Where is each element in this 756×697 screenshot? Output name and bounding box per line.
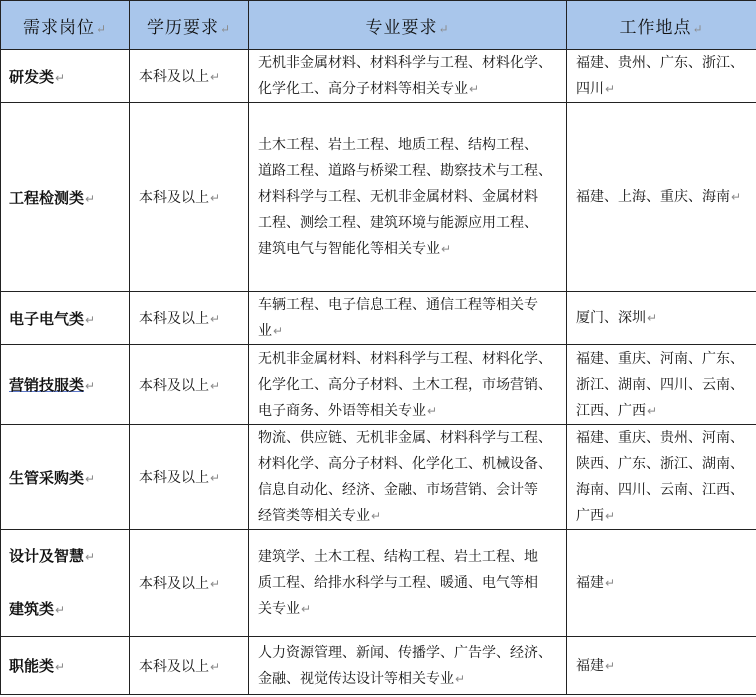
position-cell: 工程检测类↵ xyxy=(1,103,130,292)
location-cell: 福建、重庆、河南、广东、 浙江、湖南、四川、云南、 江西、广西↵ xyxy=(567,345,756,425)
table-row xyxy=(1,292,756,345)
education-cell: 本科及以上↵ xyxy=(130,292,249,345)
location-cell: 福建、贵州、广东、浙江、 四川↵ xyxy=(567,50,756,103)
table-row xyxy=(1,50,756,103)
position-cell: 职能类↵ xyxy=(1,637,130,695)
header-education: 学历要求↵ xyxy=(130,1,249,50)
position-cell: 生管采购类↵ xyxy=(1,425,130,530)
header-location: 工作地点↵ xyxy=(567,1,756,50)
major-cell: 建筑学、土木工程、结构工程、岩土工程、地 质工程、给排水科学与工程、暖通、电气等相 关专业↵ xyxy=(249,530,567,637)
education-cell: 本科及以上↵ xyxy=(130,425,249,530)
education-cell: 本科及以上↵ xyxy=(130,345,249,425)
table-row xyxy=(1,425,756,530)
position-cell: 电子电气类↵ xyxy=(1,292,130,345)
location-cell: 福建、重庆、贵州、河南、 陕西、广东、浙江、湖南、 海南、四川、云南、江西、 广西↵ xyxy=(567,425,756,530)
header-row xyxy=(1,1,756,50)
position-cell: 研发类↵ xyxy=(1,50,130,103)
location-cell: 福建↵ xyxy=(567,637,756,695)
education-cell: 本科及以上↵ xyxy=(130,50,249,103)
major-cell: 无机非金属材料、材料科学与工程、材料化学、 化学化工、高分子材料等相关专业↵ xyxy=(249,50,567,103)
location-cell: 厦门、深圳↵ xyxy=(567,292,756,345)
major-cell: 无机非金属材料、材料科学与工程、材料化学、 化学化工、高分子材料、土木工程，市场营销、 电子商务、外语等相关专业↵ xyxy=(249,345,567,425)
location-cell: 福建↵ xyxy=(567,530,756,637)
location-cell: 福建、上海、重庆、海南↵ xyxy=(567,103,756,292)
table-row xyxy=(1,637,756,695)
education-cell: 本科及以上↵ xyxy=(130,530,249,637)
major-cell: 物流、供应链、无机非金属、材料科学与工程、 材料化学、高分子材料、化学化工、机械设备、 信息自动化、经济、金融、市场营销、会计等 经管类等相关专业↵ xyxy=(249,425,567,530)
table-row xyxy=(1,345,756,425)
position-cell: 设计及智慧↵ 建筑类↵ xyxy=(1,530,130,637)
major-cell: 车辆工程、电子信息工程、通信工程等相关专 业↵ xyxy=(249,292,567,345)
major-cell: 土木工程、岩土工程、地质工程、结构工程、 道路工程、道路与桥梁工程、勘察技术与工程、 材料科学与工程、无机非金属材料、金属材料 工程、测绘工程、建筑环境与能源应用工程、 建筑电气与智能化等相关专业↵ xyxy=(249,103,567,292)
table-row xyxy=(1,103,756,292)
education-cell: 本科及以上↵ xyxy=(130,637,249,695)
education-cell: 本科及以上↵ xyxy=(130,103,249,292)
header-major: 专业要求↵ xyxy=(249,1,567,50)
header-position: 需求岗位↵ xyxy=(1,1,130,50)
position-cell: 营销技服类↵ xyxy=(1,345,130,425)
table-row xyxy=(1,530,756,637)
major-cell: 人力资源管理、新闻、传播学、广告学、经济、 金融、视觉传达设计等相关专业↵ xyxy=(249,637,567,695)
